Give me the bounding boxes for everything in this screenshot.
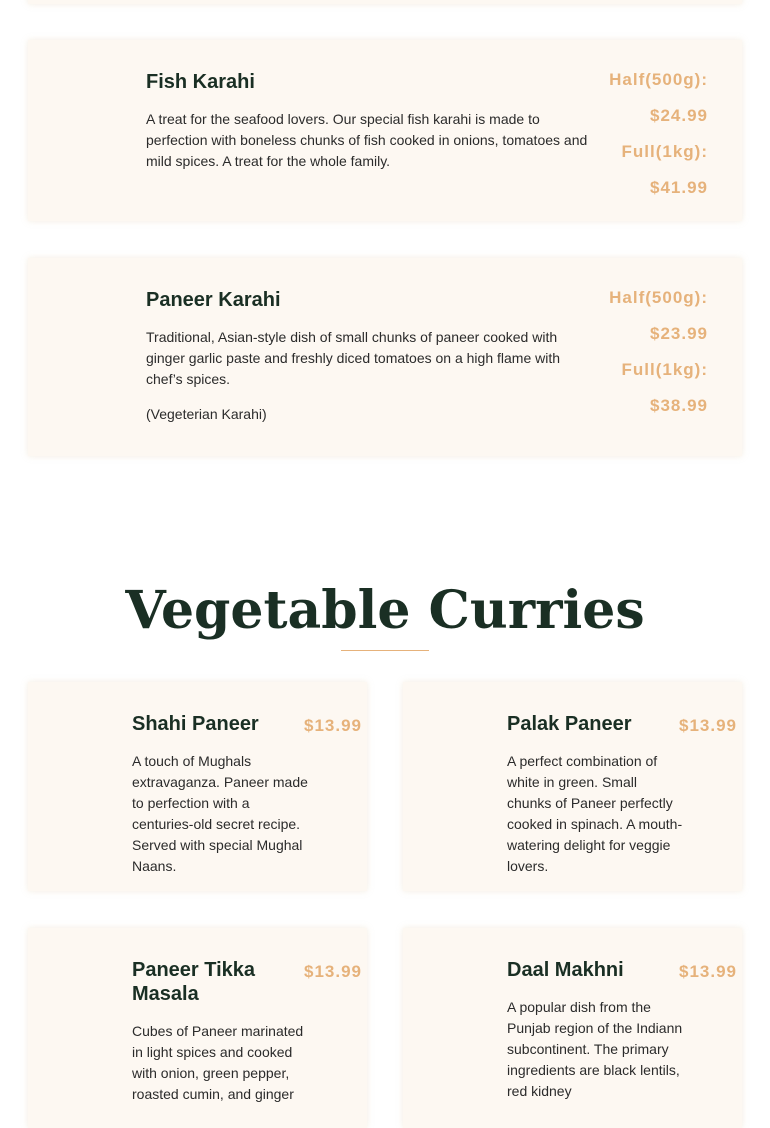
- dish-description: A touch of Mughals extravaganza. Paneer made to perfection with a centuries-old secret recipe. Served with special Mughal Naans.: [132, 753, 308, 874]
- section-title: Vegetable Curries: [125, 580, 645, 641]
- half-label: Half(500g):: [609, 70, 708, 89]
- dish-price: $13.99: [304, 962, 362, 981]
- section-divider: [341, 650, 429, 651]
- dish-description: A popular dish from the Punjab region of the Indiann subcontinent. The primary ingredients are black lentils, red kidney: [507, 999, 683, 1099]
- dish-price: $13.99: [679, 962, 737, 981]
- dish-description: A perfect combination of white in green. Small chunks of Paneer perfectly cooked in spinach. A mouth-watering delight for veggie lovers.: [507, 753, 683, 874]
- dish-name: Fish Karahi: [146, 71, 255, 93]
- dish-description: Cubes of Paneer marinated in light spices and cooked with onion, green pepper, roasted cumin, and ginger: [132, 1023, 304, 1102]
- half-label: Half(500g):: [609, 288, 708, 307]
- menu-card-fish-karahi: [28, 40, 742, 221]
- dish-name: Palak Paneer: [507, 713, 632, 735]
- dish-description: [146, 109, 592, 186]
- dish-description-text: A treat for the seafood lovers. Our special fish karahi is made to perfection with boneless chunks of fish cooked in onions, tomatoes and mild spices. A treat for the whole family.: [146, 111, 588, 169]
- menu-card-palak-paneer: [403, 682, 742, 891]
- dish-price: $13.99: [679, 716, 737, 735]
- dish-name: Daal Makhni: [507, 959, 624, 981]
- full-price: $41.99: [650, 178, 708, 197]
- price-list: [609, 280, 708, 424]
- dish-name: Paneer Karahi: [146, 289, 281, 311]
- dish-description-text: Traditional, Asian-style dish of small chunks of paneer cooked with ginger garlic paste and freshly diced tomatoes on a high flame with chef’s spices.: [146, 329, 561, 387]
- dish-note: (Vegeterian Karahi): [146, 406, 267, 422]
- dish-name: Shahi Paneer: [132, 713, 259, 735]
- menu-card-shahi-paneer: [28, 682, 367, 891]
- menu-card-paneer-tikka-masala: [28, 928, 367, 1128]
- half-price: $24.99: [650, 106, 708, 125]
- full-price: $38.99: [650, 396, 708, 415]
- price-list: [609, 62, 708, 206]
- menu-card-paneer-karahi: [28, 258, 742, 456]
- half-price: $23.99: [650, 324, 708, 343]
- dish-description: [146, 327, 576, 439]
- dish-name: Paneer Tikka Masala: [132, 959, 256, 1005]
- menu-card-daal-makhni: [403, 928, 742, 1128]
- full-label: Full(1kg):: [621, 142, 708, 161]
- menu-card-previous: [28, 0, 742, 4]
- full-label: Full(1kg):: [621, 360, 708, 379]
- dish-price: $13.99: [304, 716, 362, 735]
